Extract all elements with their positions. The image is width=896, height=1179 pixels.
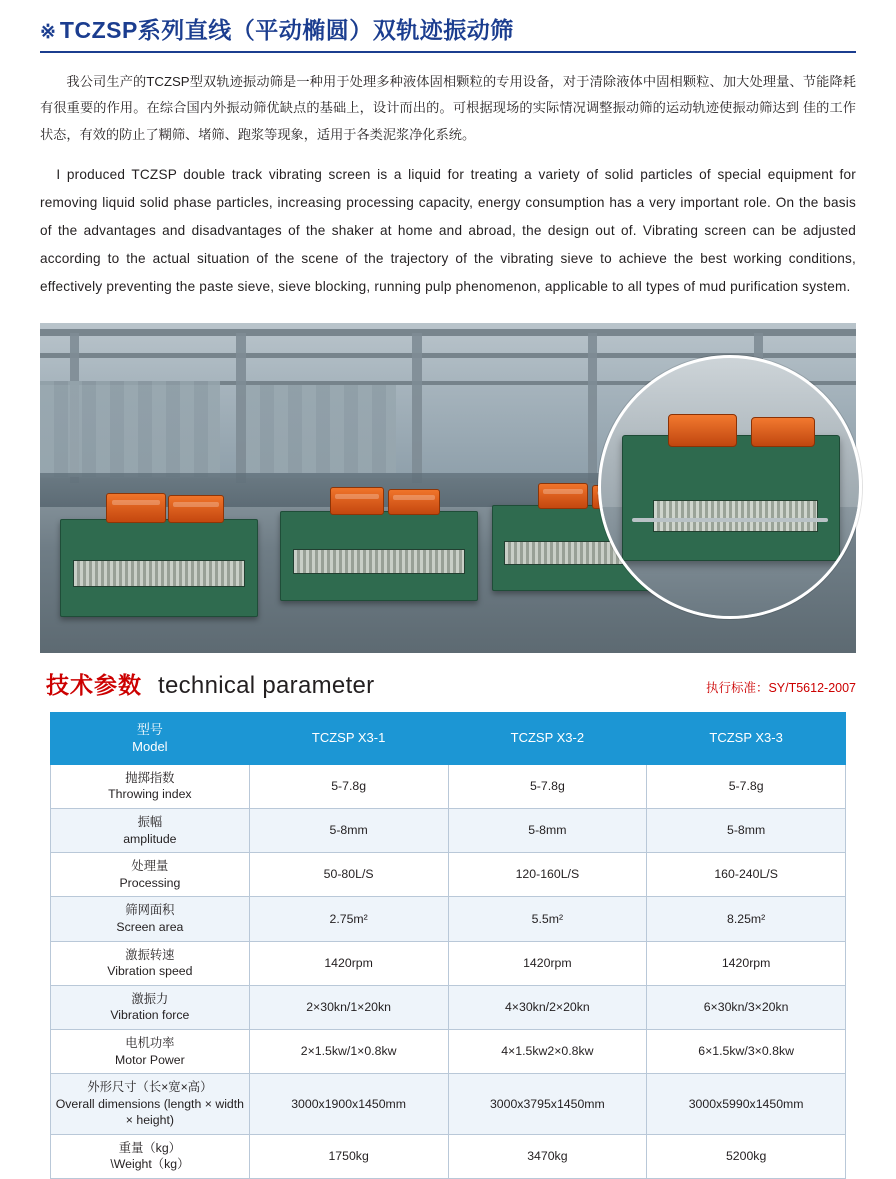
table-body <box>51 764 846 1178</box>
row-value: 5-7.8g <box>647 764 846 808</box>
table-row <box>51 1134 846 1178</box>
photo-machine-motor <box>168 495 224 523</box>
table-header-row <box>51 712 846 764</box>
table-row <box>51 808 846 852</box>
row-value: 160-240L/S <box>647 853 846 897</box>
row-value: 3000x3795x1450mm <box>448 1074 647 1135</box>
row-value: 2×1.5kw/1×0.8kw <box>249 1029 448 1073</box>
photo-machine-motor <box>330 487 384 515</box>
header-col-1-label: TCZSP X3-1 <box>311 730 386 746</box>
photo-machine-motor <box>388 489 440 515</box>
row-label-cn: 外形尺寸（长×宽×高） <box>87 1080 213 1095</box>
tech-title-english: technical parameter <box>158 671 375 699</box>
table-header-col-2 <box>448 712 647 764</box>
row-label-en: Motor Power <box>115 1052 185 1067</box>
row-label <box>51 853 250 897</box>
row-label <box>51 808 250 852</box>
product-photo <box>40 323 856 653</box>
table-header-col-3 <box>647 712 846 764</box>
page-title: TCZSP系列直线（平动椭圆）双轨迹振动筛 <box>59 17 514 43</box>
row-label <box>51 897 250 941</box>
row-label-cn: 激振转速 <box>125 947 175 962</box>
row-label <box>51 764 250 808</box>
row-value: 2.75m² <box>249 897 448 941</box>
standard-text: 执行标准：SY/T5612-2007 <box>705 680 856 695</box>
row-label-cn: 筛网面积 <box>125 903 175 918</box>
photo-wall-panel <box>246 385 396 473</box>
inset-machine-screen <box>653 500 818 532</box>
row-value: 4×30kn/2×20kn <box>448 985 647 1029</box>
tech-title-chinese: 技术参数 <box>46 671 142 698</box>
photo-roof-beam <box>40 329 856 336</box>
specifications-table <box>50 712 846 1179</box>
row-value: 1420rpm <box>249 941 448 985</box>
photo-machine-motor <box>106 493 166 523</box>
row-value: 5200kg <box>647 1134 846 1178</box>
photo-column <box>236 333 246 483</box>
technical-parameter-heading <box>40 667 856 700</box>
row-label <box>51 1074 250 1135</box>
photo-machine-motor <box>538 483 588 509</box>
row-value: 50-80L/S <box>249 853 448 897</box>
row-label-en: Vibration force <box>110 1008 190 1023</box>
table-row <box>51 941 846 985</box>
row-label-cn: 电机功率 <box>125 1035 175 1050</box>
row-value: 5-8mm <box>249 808 448 852</box>
table-row <box>51 985 846 1029</box>
row-value: 1420rpm <box>448 941 647 985</box>
table-row <box>51 1029 846 1073</box>
row-value: 5-8mm <box>448 808 647 852</box>
row-value: 3470kg <box>448 1134 647 1178</box>
row-label <box>51 1029 250 1073</box>
header-divider <box>40 51 856 53</box>
row-value: 8.25m² <box>647 897 846 941</box>
row-label-en: \Weight（kg） <box>110 1157 190 1172</box>
header-col-2-label: TCZSP X3-2 <box>510 730 585 746</box>
row-value: 3000x5990x1450mm <box>647 1074 846 1135</box>
row-value: 3000x1900x1450mm <box>249 1074 448 1135</box>
header-bullet-icon: ※ <box>40 22 56 43</box>
photo-column <box>412 333 422 483</box>
row-value: 5-8mm <box>647 808 846 852</box>
table-row <box>51 897 846 941</box>
page-header <box>40 0 856 45</box>
row-label-en: Overall dimensions (length × width × height) <box>55 1096 245 1128</box>
header-model-cn: 型号 <box>136 721 163 737</box>
row-label-cn: 重量（kg） <box>118 1140 181 1155</box>
photo-wall-panel <box>40 381 220 477</box>
photo-machine-screen <box>293 549 466 574</box>
row-value: 6×1.5kw/3×0.8kw <box>647 1029 846 1073</box>
row-label-en: Throwing index <box>108 787 192 802</box>
row-label-en: Vibration speed <box>107 964 193 979</box>
header-col-3-label: TCZSP X3-3 <box>709 730 783 746</box>
inset-motor <box>668 414 737 447</box>
table-row <box>51 1074 846 1135</box>
photo-column <box>588 333 597 483</box>
row-value: 4×1.5kw2×0.8kw <box>448 1029 647 1073</box>
row-label <box>51 941 250 985</box>
row-label <box>51 1134 250 1178</box>
row-value: 5-7.8g <box>448 764 647 808</box>
row-value: 1750kg <box>249 1134 448 1178</box>
row-label-cn: 处理量 <box>131 859 169 874</box>
row-label-en: Processing <box>119 875 181 890</box>
table-header-model <box>51 712 250 764</box>
photo-inset-closeup <box>598 355 862 619</box>
row-value: 6×30kn/3×20kn <box>647 985 846 1029</box>
table-header-col-1 <box>249 712 448 764</box>
row-label <box>51 985 250 1029</box>
row-label-en: Screen area <box>116 919 184 934</box>
row-label-en: amplitude <box>123 831 177 846</box>
row-label-cn: 抛掷指数 <box>125 770 175 785</box>
photo-machine <box>60 519 258 617</box>
row-label-cn: 振幅 <box>137 814 163 829</box>
row-value: 1420rpm <box>647 941 846 985</box>
row-value: 2×30kn/1×20kn <box>249 985 448 1029</box>
photo-machine-screen <box>73 560 246 587</box>
row-label-cn: 激振力 <box>131 991 169 1006</box>
row-value: 5-7.8g <box>249 764 448 808</box>
header-model-en: Model <box>132 739 168 755</box>
description-english: I produced TCZSP double track vibrating screen is a liquid for treating a variety of solid particles of special equipment for removing liquid solid phase particles, increasing processing capacity, energy consumption has a very important role. On the basis of the advantages and disadvantages of the shaker at home and abroad, the design out of. Vibrating screen can be adjusted according to the actual situation of the scene of the trajectory of the vibrating sieve to achieve the best working conditions, effectively preventing the paste sieve, sieve blocking, running pulp phenomenon, applicable to all types of mud purification system. <box>40 167 856 294</box>
table-row <box>51 764 846 808</box>
table-row <box>51 853 846 897</box>
inset-machine <box>622 435 841 561</box>
description-chinese: 我公司生产的TCZSP型双轨迹振动筛是一种用于处理多种液体固相颗粒的专用设备，对于清除液体中固相颗粒、加大处理量、节能降耗有很重要的作用。在综合国内外振动筛优缺点的基础上，设计而出的。可根据现场的实际情况调整振动筛的运动轨迹使振动筛达到 佳的工作状态，有效的防止了糊筛、堵筛、跑浆等现象，适用于各类泥浆净化系统。 <box>40 74 856 142</box>
inset-motor <box>751 417 815 447</box>
row-value: 120-160L/S <box>448 853 647 897</box>
inset-handrail <box>632 518 828 522</box>
row-value: 5.5m² <box>448 897 647 941</box>
table-head <box>51 712 846 764</box>
photo-machine <box>280 511 478 601</box>
